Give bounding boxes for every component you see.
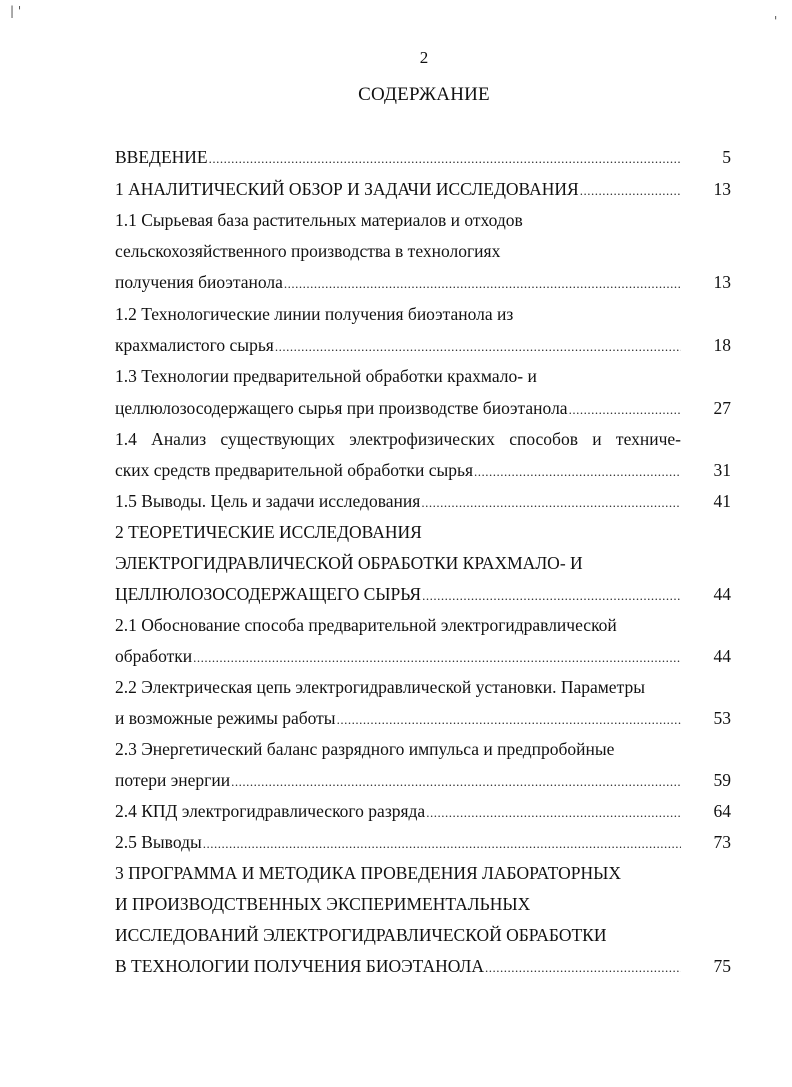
toc-entry-line: 2.2 Электрическая цепь электрогидравлической установки. Параметры <box>115 677 645 697</box>
toc-entry-text: получения биоэтанола <box>115 272 283 292</box>
toc-page-number: 64 <box>713 801 731 821</box>
toc-entry-line: ИССЛЕДОВАНИЙ ЭЛЕКТРОГИДРАВЛИЧЕСКОЙ ОБРАБОТКИ <box>115 925 607 945</box>
toc-page-number: 59 <box>713 770 731 790</box>
scan-mark-right: ' <box>774 14 778 28</box>
toc-entry-text: ВВЕДЕНИЕ <box>115 147 208 167</box>
toc-entry-line: 1.3 Технологии предварительной обработки крахмало- и <box>115 366 537 386</box>
toc-entry-line: 1.4 Анализ существующих электрофизических способов и техниче- <box>115 429 681 449</box>
toc-entry-line: 1.2 Технологические линии получения биоэтанола из <box>115 304 514 324</box>
toc-page-number: 13 <box>713 179 731 199</box>
dot-leader <box>203 834 681 854</box>
toc-entry-2-5[interactable] <box>115 832 681 854</box>
toc-entry-introduction[interactable] <box>115 147 681 169</box>
toc-entry-line: сельскохозяйственного производства в технологиях <box>115 241 501 261</box>
toc-entry-line: 1.1 Сырьевая база растительных материалов и отходов <box>115 210 523 230</box>
toc-entry-1-3[interactable] <box>115 398 681 420</box>
toc-entry-chapter-2[interactable] <box>115 584 681 606</box>
toc-entry-line: 2.1 Обоснование способа предварительной электрогидравлической <box>115 615 617 635</box>
dot-leader <box>421 493 681 513</box>
toc-entry-2-3[interactable] <box>115 770 681 792</box>
toc-page-number: 31 <box>713 460 731 480</box>
toc-entry-text: 1 АНАЛИТИЧЕСКИЙ ОБЗОР И ЗАДАЧИ ИССЛЕДОВАНИЯ <box>115 179 579 199</box>
toc-entry-2-2[interactable] <box>115 708 681 730</box>
toc-page-number: 44 <box>713 646 731 666</box>
toc-entry-1-1[interactable] <box>115 272 681 294</box>
toc-entry-1-2[interactable] <box>115 335 681 357</box>
page-number: 2 <box>419 48 429 67</box>
toc-entry-text: и возможные режимы работы <box>115 708 336 728</box>
toc-entry-text: 1.5 Выводы. Цель и задачи исследования <box>115 491 421 511</box>
toc-entry-line: 2.3 Энергетический баланс разрядного импульса и предпробойные <box>115 739 615 759</box>
toc-entry-chapter-1[interactable] <box>115 179 681 201</box>
toc-page-number: 41 <box>713 491 731 511</box>
scan-mark-left: | ' <box>10 4 22 18</box>
toc-entry-text: обработки <box>115 646 193 666</box>
toc-page-number: 53 <box>713 708 731 728</box>
dot-leader <box>580 181 681 201</box>
toc-entry-text: 2.4 КПД электрогидравлического разряда <box>115 801 426 821</box>
toc-page-number: 44 <box>713 584 731 604</box>
page-title: СОДЕРЖАНИЕ <box>358 84 490 105</box>
toc-entry-line: 2 ТЕОРЕТИЧЕСКИЕ ИССЛЕДОВАНИЯ <box>115 522 422 542</box>
toc-page-number: 18 <box>713 335 731 355</box>
toc-entry-text: ских средств предварительной обработки сырья <box>115 460 474 480</box>
toc-page-number: 73 <box>713 832 731 852</box>
toc-entry-text: 2.5 Выводы <box>115 832 202 852</box>
toc-entry-line: ЭЛЕКТРОГИДРАВЛИЧЕСКОЙ ОБРАБОТКИ КРАХМАЛО- И <box>115 553 583 573</box>
toc-entry-1-5[interactable] <box>115 491 681 513</box>
toc-entry-2-4[interactable] <box>115 801 681 823</box>
toc-entry-1-4[interactable] <box>115 460 681 482</box>
toc-entry-2-1[interactable] <box>115 646 681 668</box>
dot-leader <box>337 710 681 730</box>
dot-leader <box>209 149 681 169</box>
dot-leader <box>231 772 681 792</box>
dot-leader <box>275 337 681 357</box>
toc-page-number: 75 <box>713 956 731 976</box>
toc-entry-text: ЦЕЛЛЮЛОЗОСОДЕРЖАЩЕГО СЫРЬЯ <box>115 584 422 604</box>
toc-entry-text: В ТЕХНОЛОГИИ ПОЛУЧЕНИЯ БИОЭТАНОЛА <box>115 956 485 976</box>
toc-entry-line: 3 ПРОГРАММА И МЕТОДИКА ПРОВЕДЕНИЯ ЛАБОРАТОРНЫХ <box>115 863 622 883</box>
toc-entry-line: И ПРОИЗВОДСТВЕННЫХ ЭКСПЕРИМЕНТАЛЬНЫХ <box>115 894 531 914</box>
dot-leader <box>422 586 681 606</box>
dot-leader <box>284 274 681 294</box>
dot-leader <box>569 400 681 420</box>
toc-page-number: 27 <box>713 398 731 418</box>
dot-leader <box>193 648 681 668</box>
toc-entry-text: целлюлозосодержащего сырья при производстве биоэтанола <box>115 398 568 418</box>
toc-page-number: 5 <box>722 147 731 167</box>
toc-entry-text: потери энергии <box>115 770 231 790</box>
dot-leader <box>426 803 681 823</box>
dot-leader <box>485 958 681 978</box>
toc-entry-text: крахмалистого сырья <box>115 335 274 355</box>
toc-page-number: 13 <box>713 272 731 292</box>
dot-leader <box>474 462 681 482</box>
toc-entry-chapter-3[interactable] <box>115 956 681 978</box>
